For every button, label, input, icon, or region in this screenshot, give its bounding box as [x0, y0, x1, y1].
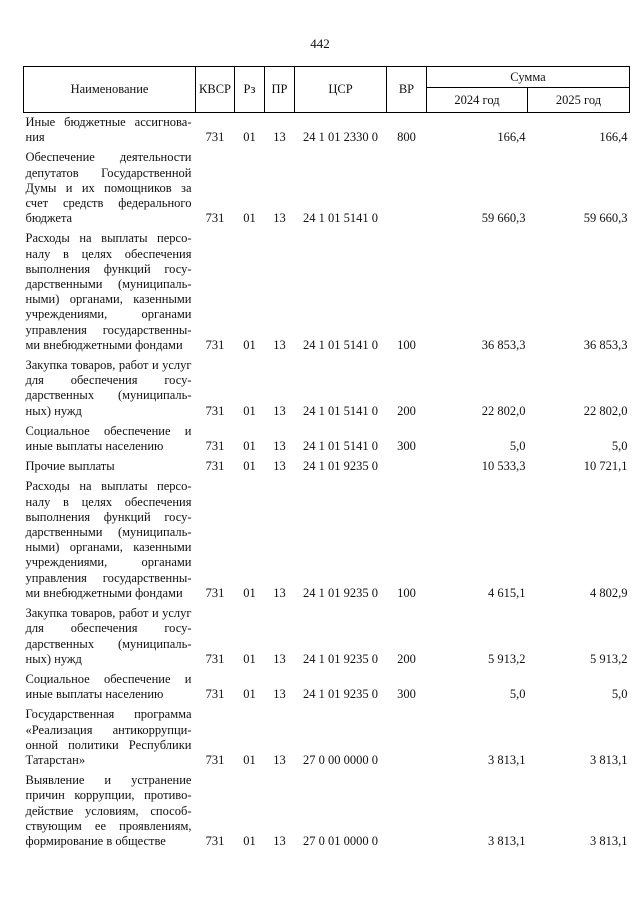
row-sum-2024: 4 615,1: [488, 585, 526, 600]
header-csr: ЦСР: [295, 67, 387, 113]
row-csr: 24 1 01 9235 0: [303, 585, 378, 600]
row-csr: 27 0 00 0000 0: [303, 752, 378, 767]
row-pr: 13: [273, 459, 286, 474]
row-csr: 24 1 01 9235 0: [303, 651, 378, 666]
row-name: Закупка товаров, работ и услуг для обеспечения госу-дарственных (муниципаль-ных) нужд: [25, 606, 192, 666]
row-csr: 27 0 01 0000 0: [303, 833, 378, 848]
row-sum-2025: 5,0: [611, 687, 628, 702]
row-vr: 300: [397, 687, 416, 702]
row-vr: [387, 771, 427, 852]
row-name: Выявление и устранение причин коррупции, противо-действие условиям, способ-ствующим ее проявлениям, формирование в обществе: [25, 773, 192, 848]
row-sum-2025: 36 853,3: [583, 337, 628, 352]
row-csr: 24 1 01 9235 0: [303, 459, 378, 474]
row-sum-2025: 3 813,1: [590, 833, 628, 848]
row-sum-2025: 4 802,9: [590, 585, 628, 600]
row-pr: 13: [273, 752, 286, 767]
header-2025: 2025 год: [528, 88, 630, 113]
row-sum-2025: 166,4: [599, 130, 628, 145]
row-pr: 13: [273, 403, 286, 418]
row-sum-2024: 22 802,0: [481, 403, 526, 418]
table-row: [24, 422, 630, 457]
row-rz: 01: [243, 752, 256, 767]
row-kvsr: 731: [205, 439, 225, 454]
row-pr: 13: [273, 833, 286, 848]
row-vr: 100: [397, 585, 416, 600]
header-sum: Сумма: [427, 67, 630, 88]
row-pr: 13: [273, 130, 286, 145]
row-vr: [387, 148, 427, 229]
table-row: [24, 705, 630, 771]
row-kvsr: 731: [205, 459, 225, 474]
header-pr: ПР: [265, 67, 295, 113]
row-rz: 01: [243, 337, 256, 352]
row-rz: 01: [243, 459, 256, 474]
row-rz: 01: [243, 651, 256, 666]
row-rz: 01: [243, 211, 256, 226]
row-sum-2024: 59 660,3: [481, 211, 526, 226]
row-vr: [387, 705, 427, 771]
table-row: [24, 670, 630, 705]
row-name: Закупка товаров, работ и услуг для обеспечения госу-дарственных (муниципаль-ных) нужд: [25, 358, 192, 418]
row-pr: 13: [273, 439, 286, 454]
header-2024: 2024 год: [427, 88, 528, 113]
table-row: [24, 148, 630, 229]
row-csr: 24 1 01 5141 0: [303, 439, 378, 454]
row-sum-2025: 5,0: [611, 439, 628, 454]
row-kvsr: 731: [205, 130, 225, 145]
row-pr: 13: [273, 211, 286, 226]
row-name: Расходы на выплаты персо-налу в целях обеспечения выполнения функций госу-дарственными (муниципаль-ными) органами, казенными учреждениями, органами управления государственны-ми внебюджетными фондами: [25, 231, 192, 352]
row-name: Расходы на выплаты персо-налу в целях обеспечения выполнения функций госу-дарственными (муниципаль-ными) органами, казенными учреждениями, органами управления государственны-ми внебюджетными фондами: [25, 479, 192, 600]
row-pr: 13: [273, 337, 286, 352]
row-kvsr: 731: [205, 833, 225, 848]
row-vr: 100: [397, 337, 416, 352]
row-rz: 01: [243, 439, 256, 454]
table-row: [24, 356, 630, 422]
row-rz: 01: [243, 585, 256, 600]
row-csr: 24 1 01 5141 0: [303, 337, 378, 352]
row-sum-2024: 166,4: [497, 130, 526, 145]
row-pr: 13: [273, 651, 286, 666]
row-name: Государственная программа «Реализация антикоррупци-онной политики Республики Татарстан»: [25, 707, 192, 767]
row-name: Социальное обеспечение и иные выплаты населению: [25, 423, 192, 454]
row-vr: 200: [397, 651, 416, 666]
header-rz: Рз: [235, 67, 265, 113]
header-name: Наименование: [24, 67, 196, 113]
row-pr: 13: [273, 687, 286, 702]
row-vr: [387, 457, 427, 477]
row-sum-2025: 10 721,1: [583, 459, 628, 474]
row-csr: 24 1 01 5141 0: [303, 403, 378, 418]
header-vr: ВР: [387, 67, 427, 113]
row-kvsr: 731: [205, 651, 225, 666]
row-name: Прочие выплаты: [25, 459, 115, 474]
table-row: [24, 771, 630, 852]
row-kvsr: 731: [205, 752, 225, 767]
row-sum-2025: 22 802,0: [583, 403, 628, 418]
row-sum-2025: 59 660,3: [583, 211, 628, 226]
row-kvsr: 731: [205, 337, 225, 352]
row-sum-2024: 36 853,3: [481, 337, 526, 352]
table-row: [24, 604, 630, 670]
table-body: [24, 113, 630, 853]
row-vr: 800: [397, 130, 416, 145]
table-row: [24, 477, 630, 604]
budget-table: [23, 66, 630, 852]
row-sum-2024: 10 533,3: [481, 459, 526, 474]
row-name: Обеспечение деятельности депутатов Государственной Думы и их помощников за счет средств федерального бюджета: [25, 150, 192, 226]
row-kvsr: 731: [205, 585, 225, 600]
row-sum-2025: 3 813,1: [590, 752, 628, 767]
row-vr: 300: [397, 439, 416, 454]
row-name: Иные бюджетные ассигнова-ния: [25, 115, 192, 145]
row-rz: 01: [243, 833, 256, 848]
row-name: Социальное обеспечение и иные выплаты населению: [25, 671, 192, 702]
table-row: [24, 229, 630, 356]
page-number: 442: [310, 36, 330, 51]
row-pr: 13: [273, 585, 286, 600]
row-rz: 01: [243, 130, 256, 145]
row-vr: 200: [397, 403, 416, 418]
row-sum-2024: 3 813,1: [488, 833, 526, 848]
row-csr: 24 1 01 9235 0: [303, 687, 378, 702]
row-kvsr: 731: [205, 403, 225, 418]
row-rz: 01: [243, 403, 256, 418]
row-sum-2024: 5 913,2: [488, 651, 526, 666]
row-kvsr: 731: [205, 211, 225, 226]
table-row: [24, 457, 630, 477]
row-rz: 01: [243, 687, 256, 702]
row-sum-2024: 5,0: [509, 687, 526, 702]
row-csr: 24 1 01 5141 0: [303, 211, 378, 226]
row-sum-2025: 5 913,2: [590, 651, 628, 666]
row-sum-2024: 3 813,1: [488, 752, 526, 767]
table-row: [24, 113, 630, 149]
row-csr: 24 1 01 2330 0: [303, 130, 378, 145]
row-sum-2024: 5,0: [509, 439, 526, 454]
row-kvsr: 731: [205, 687, 225, 702]
header-kvsr: КВСР: [196, 67, 235, 113]
